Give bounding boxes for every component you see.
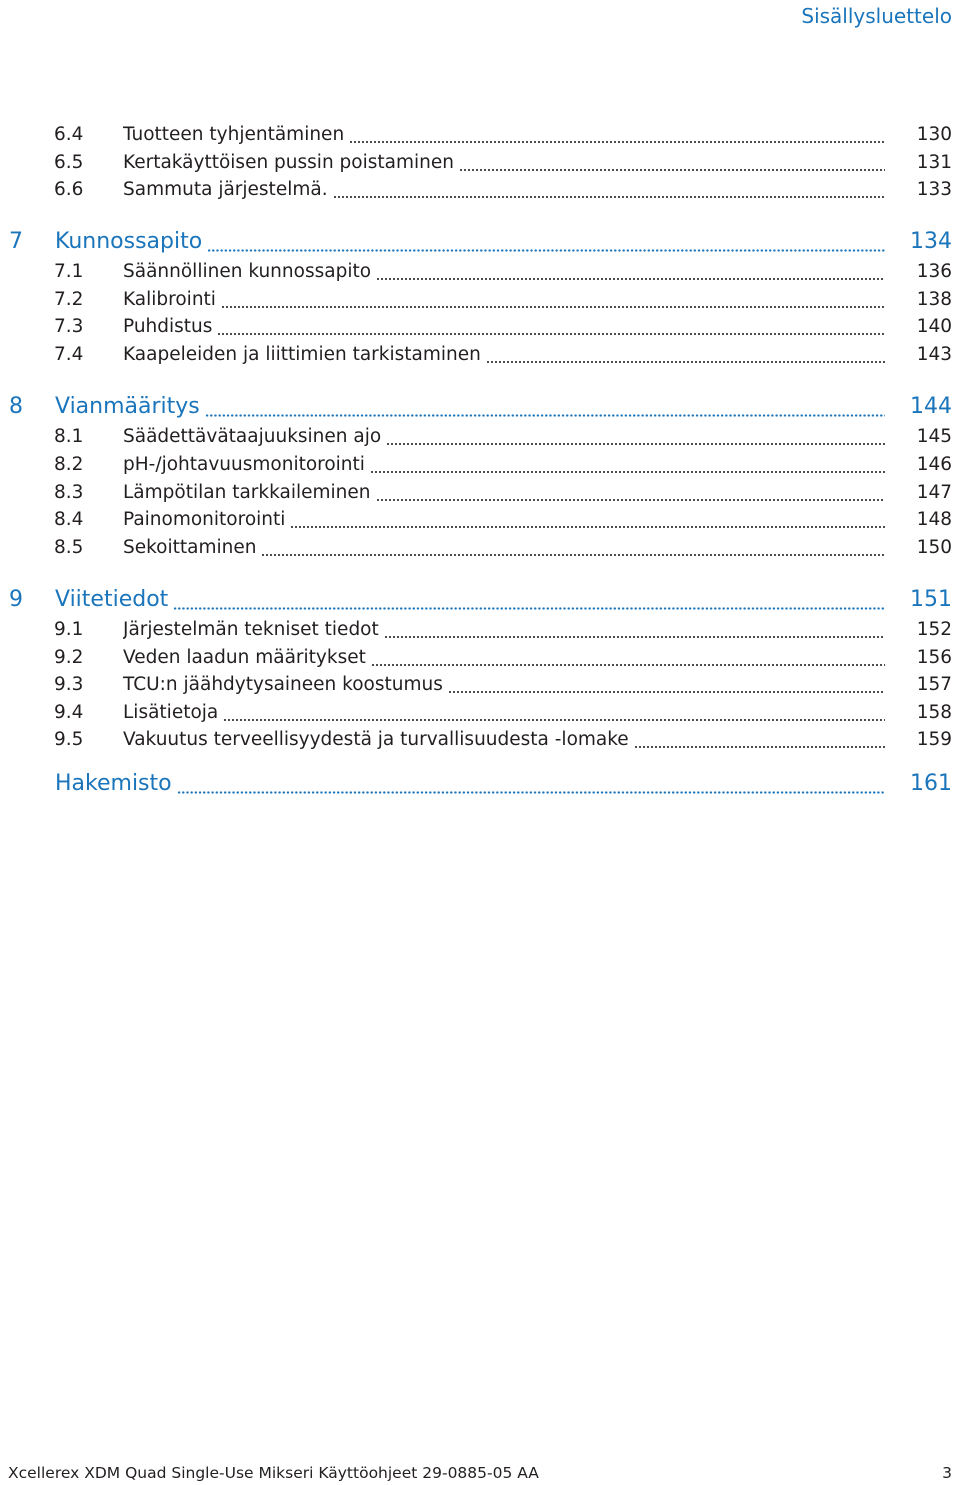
toc-entry-page: 152 — [916, 619, 952, 640]
toc-dot-leader — [371, 664, 885, 666]
toc-section-entry[interactable] — [0, 645, 960, 671]
toc-entry-title: Säännöllinen kunnossapito — [123, 261, 372, 282]
toc-dot-leader — [634, 746, 885, 748]
toc-dot-leader — [290, 526, 885, 528]
toc-chapter-entry[interactable] — [0, 585, 960, 615]
toc-section-entry[interactable] — [0, 727, 960, 753]
toc-entry-page: 130 — [916, 124, 952, 145]
toc-entry-number: 8 — [9, 394, 23, 419]
toc-entry-page: 138 — [916, 289, 952, 310]
toc-entry-title: Lisätietoja — [123, 702, 219, 723]
toc-entry-number: 9.5 — [54, 729, 84, 750]
toc-entry-number: 6.6 — [54, 179, 84, 200]
toc-section-entry[interactable] — [0, 424, 960, 450]
toc-entry-title: Sammuta järjestelmä. — [123, 179, 328, 200]
toc-entry-page: 147 — [916, 482, 952, 503]
toc-chapter-entry[interactable] — [0, 769, 960, 799]
toc-dot-leader — [221, 306, 885, 308]
toc-entry-number: 6.5 — [54, 152, 84, 173]
toc-entry-number: 9.2 — [54, 647, 84, 668]
toc-entry-page: 136 — [916, 261, 952, 282]
toc-entry-number: 9.3 — [54, 674, 84, 695]
toc-entry-title: pH-/johtavuusmonitorointi — [123, 454, 365, 475]
toc-entry-title: Lämpötilan tarkkaileminen — [123, 482, 371, 503]
toc-dot-leader — [370, 471, 885, 473]
toc-section-entry[interactable] — [0, 507, 960, 533]
toc-section-entry[interactable] — [0, 535, 960, 561]
toc-section-entry[interactable] — [0, 287, 960, 313]
toc-entry-page: 151 — [910, 587, 952, 612]
toc-entry-title: Painomonitorointi — [123, 509, 286, 530]
toc-dot-leader — [448, 691, 885, 693]
toc-dot-leader — [333, 196, 885, 198]
toc-dot-leader — [459, 169, 885, 171]
toc-dot-leader — [384, 636, 885, 638]
footer-document-title: Xcellerex XDM Quad Single-Use Mikseri Käyttöohjeet 29-0885-05 AA — [8, 1464, 539, 1482]
toc-entry-title: Vakuutus terveellisyydestä ja turvallisuudesta -lomake — [123, 729, 629, 750]
toc-entry-title: Veden laadun määritykset — [123, 647, 366, 668]
toc-entry-title: Hakemisto — [55, 771, 172, 796]
toc-section-entry[interactable] — [0, 617, 960, 643]
toc-section-entry[interactable] — [0, 150, 960, 176]
toc-entry-number: 8.5 — [54, 537, 84, 558]
toc-entry-number: 8.4 — [54, 509, 84, 530]
toc-entry-number: 6.4 — [54, 124, 84, 145]
toc-entry-title: Vianmääritys — [55, 394, 200, 419]
toc-dot-leader — [349, 141, 885, 143]
toc-entry-title: Järjestelmän tekniset tiedot — [123, 619, 379, 640]
toc-dot-leader — [205, 414, 885, 417]
toc-entry-page: 145 — [916, 426, 952, 447]
toc-entry-title: TCU:n jäähdytysaineen koostumus — [123, 674, 443, 695]
toc-entry-number: 9.4 — [54, 702, 84, 723]
footer-page-number: 3 — [942, 1464, 952, 1482]
toc-section-entry[interactable] — [0, 259, 960, 285]
toc-entry-page: 159 — [916, 729, 952, 750]
toc-section-entry[interactable] — [0, 672, 960, 698]
toc-entry-title: Puhdistus — [123, 316, 213, 337]
toc-entry-number: 7.3 — [54, 316, 84, 337]
toc-entry-number: 8.2 — [54, 454, 84, 475]
toc-section-entry[interactable] — [0, 480, 960, 506]
running-head: Sisällysluettelo — [801, 4, 952, 28]
toc-entry-page: 158 — [916, 702, 952, 723]
toc-entry-title: Sekoittaminen — [123, 537, 257, 558]
toc-entry-number: 9 — [9, 587, 23, 612]
toc-entry-page: 133 — [916, 179, 952, 200]
toc-entry-number: 7.1 — [54, 261, 84, 282]
toc-entry-title: Kunnossapito — [55, 229, 203, 254]
toc-entry-page: 140 — [916, 316, 952, 337]
toc-entry-title: Säädettävätaajuuksinen ajo — [123, 426, 382, 447]
toc-dot-leader — [223, 719, 885, 721]
toc-section-entry[interactable] — [0, 314, 960, 340]
toc-chapter-entry[interactable] — [0, 227, 960, 257]
toc-entry-number: 7.4 — [54, 344, 84, 365]
toc-entry-title: Tuotteen tyhjentäminen — [123, 124, 345, 145]
toc-entry-title: Kalibrointi — [123, 289, 216, 310]
toc-entry-page: 148 — [916, 509, 952, 530]
toc-entry-page: 144 — [910, 394, 952, 419]
toc-section-entry[interactable] — [0, 700, 960, 726]
toc-dot-leader — [376, 278, 885, 280]
toc-entry-title: Kertakäyttöisen pussin poistaminen — [123, 152, 454, 173]
toc-entry-page: 156 — [916, 647, 952, 668]
toc-dot-leader — [261, 554, 885, 556]
toc-section-entry[interactable] — [0, 122, 960, 148]
toc-entry-title: Kaapeleiden ja liittimien tarkistaminen — [123, 344, 481, 365]
toc-section-entry[interactable] — [0, 177, 960, 203]
toc-dot-leader — [386, 443, 885, 445]
toc-entry-page: 131 — [916, 152, 952, 173]
toc-dot-leader — [173, 607, 885, 610]
toc-chapter-entry[interactable] — [0, 392, 960, 422]
toc-dot-leader — [177, 791, 885, 794]
toc-dot-leader — [376, 499, 886, 501]
toc-entry-page: 150 — [916, 537, 952, 558]
toc-entry-page: 134 — [910, 229, 952, 254]
toc-entry-number: 7 — [9, 229, 23, 254]
toc-entry-page: 146 — [916, 454, 952, 475]
toc-entry-number: 7.2 — [54, 289, 84, 310]
toc-dot-leader — [217, 333, 885, 335]
toc-section-entry[interactable] — [0, 452, 960, 478]
toc-entry-page: 161 — [910, 771, 952, 796]
toc-section-entry[interactable] — [0, 342, 960, 368]
toc-entry-number: 9.1 — [54, 619, 84, 640]
toc-entry-page: 143 — [916, 344, 952, 365]
toc-entry-page: 157 — [916, 674, 952, 695]
toc-entry-number: 8.1 — [54, 426, 84, 447]
toc-dot-leader — [207, 249, 885, 252]
toc-dot-leader — [486, 361, 885, 363]
toc-entry-number: 8.3 — [54, 482, 84, 503]
toc-entry-title: Viitetiedot — [55, 587, 169, 612]
